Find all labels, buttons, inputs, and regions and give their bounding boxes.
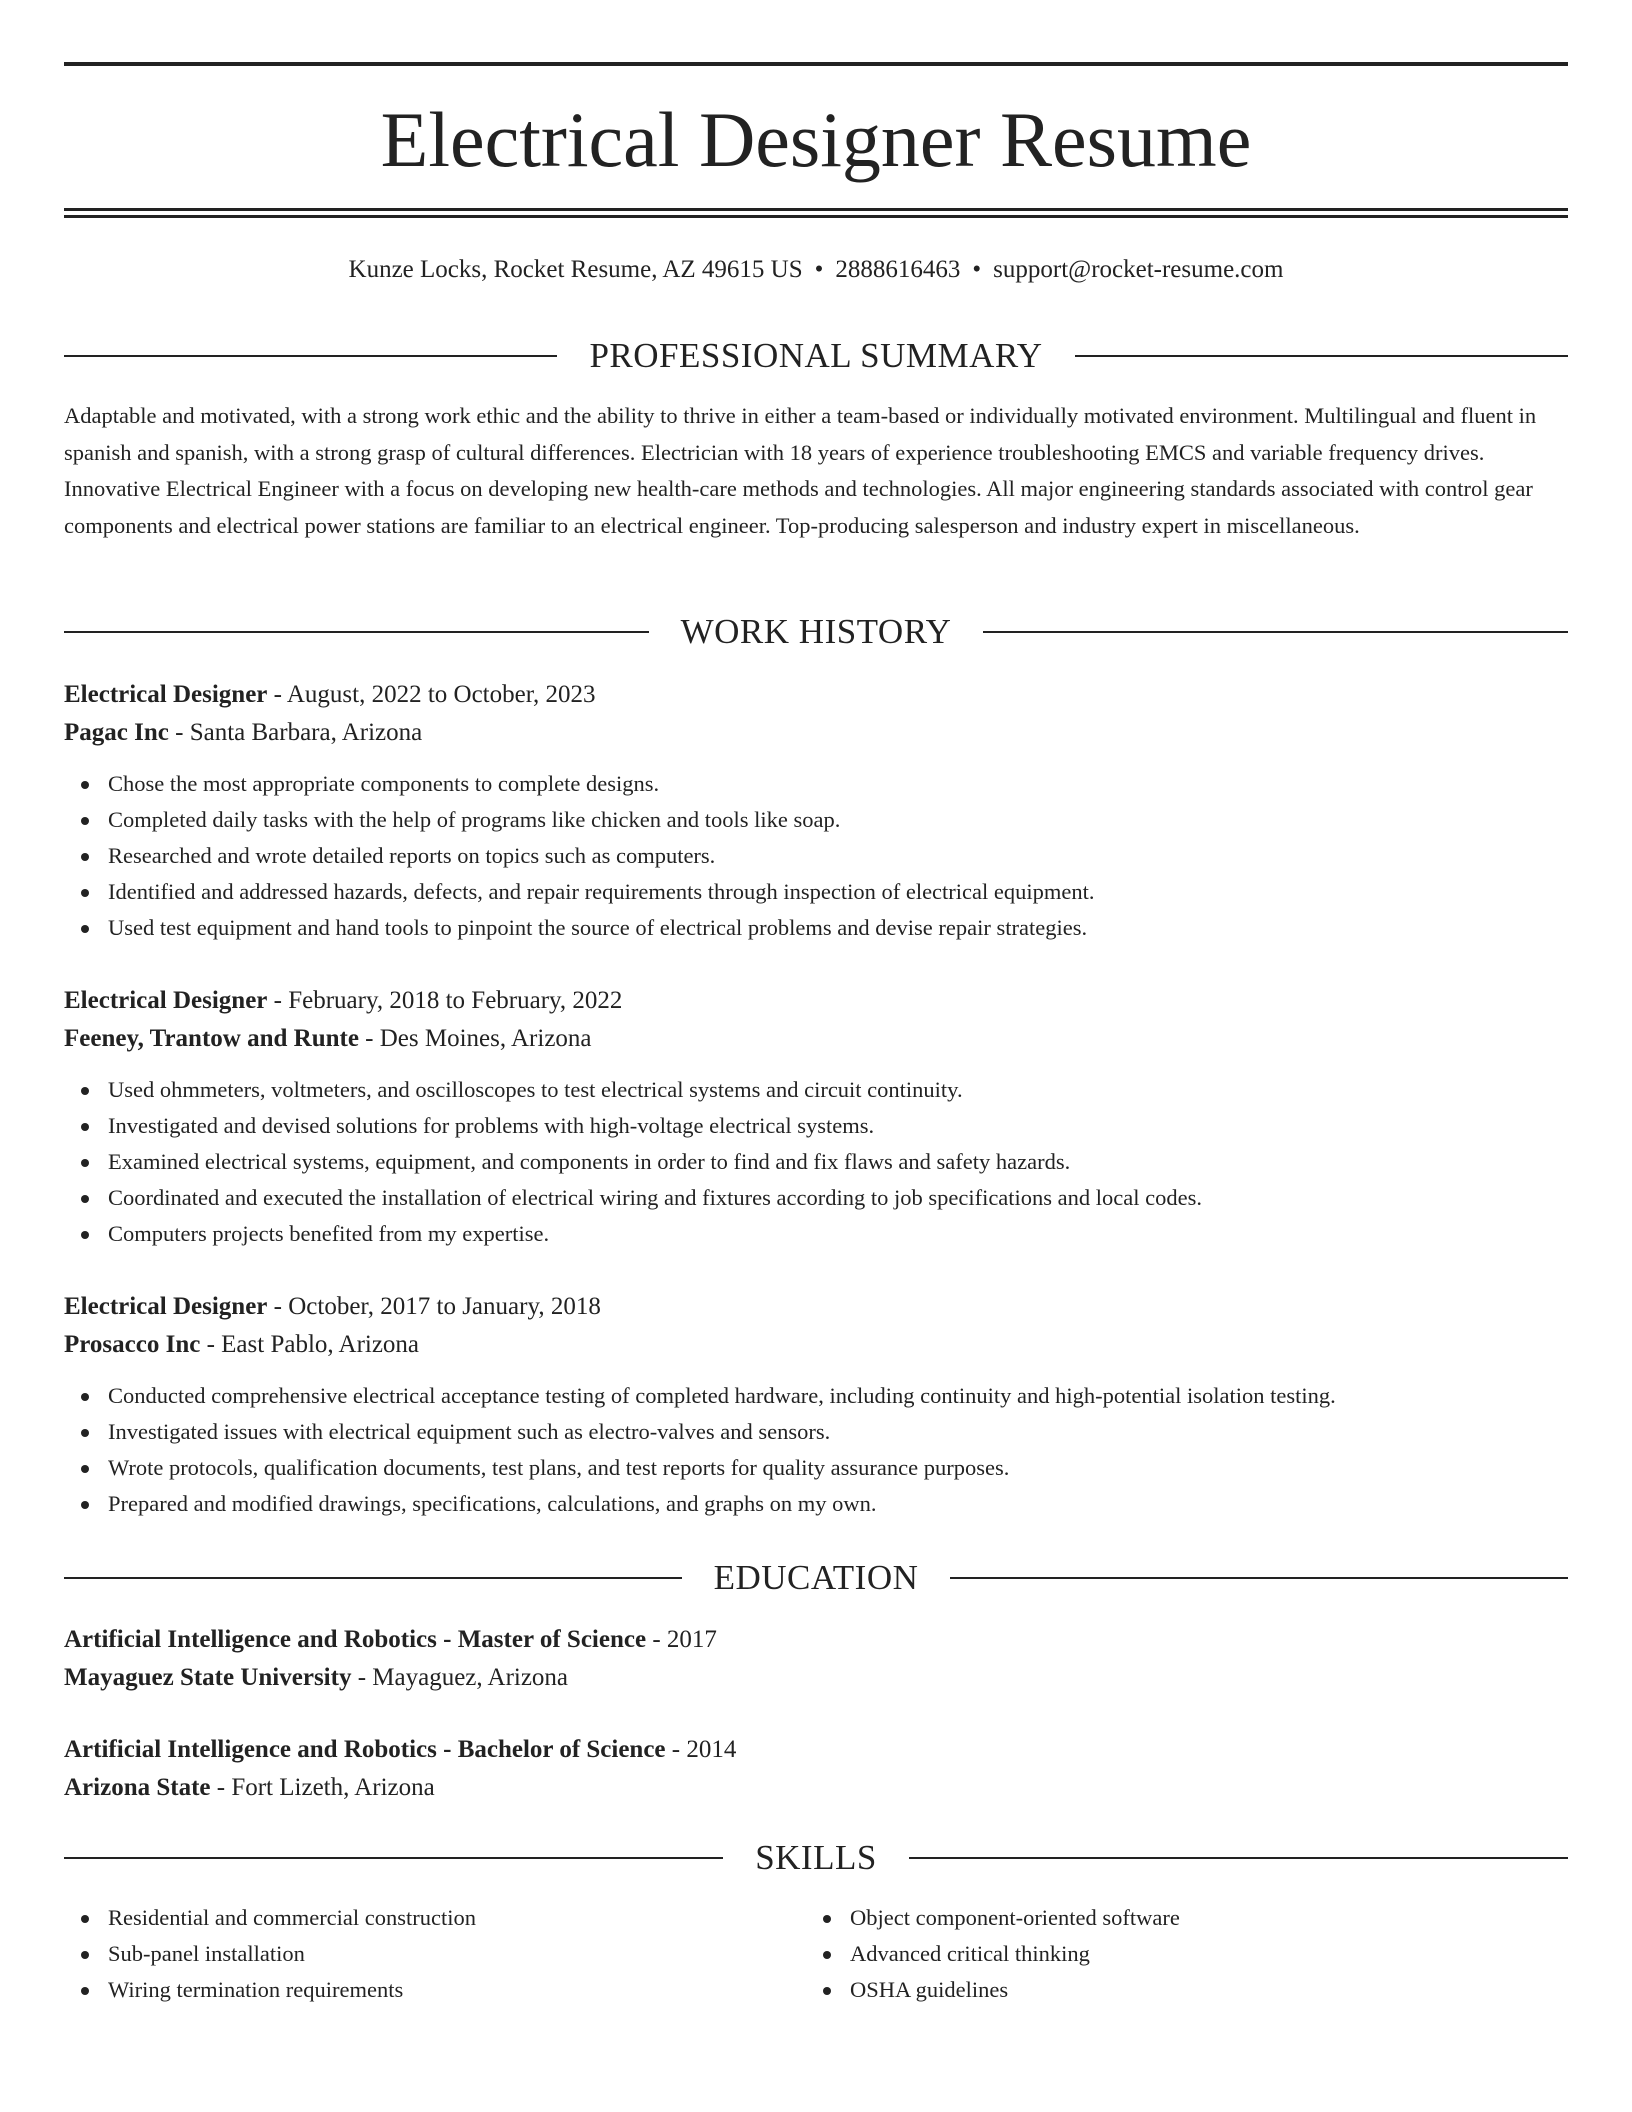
summary-heading-label: PROFESSIONAL SUMMARY: [589, 336, 1043, 375]
contact-separator: •: [972, 256, 982, 283]
degree: Artificial Intelligence and Robotics - Bachelor of Science: [64, 1736, 666, 1763]
degree-line: Artificial Intelligence and Robotics - Master of Science - 2017: [64, 1626, 717, 1653]
contact-address: Kunze Locks, Rocket Resume, AZ 49615 US: [348, 256, 803, 283]
graduation-year: 2017: [666, 1626, 717, 1653]
education-entry: [64, 1731, 1568, 1807]
heading-rule: [64, 631, 649, 633]
heading-rule: [64, 1577, 682, 1579]
job-company-line: Pagac Inc - Santa Barbara, Arizona: [64, 719, 423, 746]
job-location: Santa Barbara, Arizona: [189, 719, 423, 746]
job-company: Pagac Inc: [64, 719, 169, 746]
list-item: Chose the most appropriate components to complete designs.: [64, 766, 1568, 802]
work-section-heading: [64, 610, 1568, 654]
header-top-rule: [64, 62, 1568, 66]
education-entry: [64, 1621, 1568, 1697]
job-entry: [64, 1288, 1568, 1522]
list-item: Examined electrical systems, equipment, and components in order to find and fix flaws and safety hazards.: [64, 1144, 1568, 1180]
list-item: Conducted comprehensive electrical acceptance testing of completed hardware, including continuity and high-potential isolation testing.: [64, 1378, 1568, 1414]
education-section-heading: [64, 1556, 1568, 1600]
skills-section-heading: [64, 1836, 1568, 1880]
heading-rule: [64, 1857, 723, 1859]
header-bottom-rule: [64, 208, 1568, 218]
summary-text: Adaptable and motivated, with a strong work ethic and the ability to thrive in either a team-based or individually motivated environment. Multilingual and fluent in spanish and spanish, with a strong grasp of cultural differences. Electrician with 18 years of experience troubleshooting EMCS and variable frequency drives. Innovative Electrical Engineer with a focus on developing new health-care methods and technologies. All major engineering standards associated with control gear components and electrical power stations are familiar to an electrical engineer. Top-producing salesperson and industry expert in miscellaneous.: [64, 403, 1537, 538]
school: Mayaguez State University: [64, 1664, 352, 1691]
contact-email: support@rocket-resume.com: [993, 256, 1284, 283]
job-company: Prosacco Inc: [64, 1331, 201, 1358]
heading-rule: [64, 355, 557, 357]
job-dates: February, 2018 to February, 2022: [288, 987, 623, 1014]
list-item: Completed daily tasks with the help of programs like chicken and tools like soap.: [64, 802, 1568, 838]
list-item: Coordinated and executed the installation of electrical wiring and fixtures according to job specifications and local codes.: [64, 1180, 1568, 1216]
list-item: Prepared and modified drawings, specifications, calculations, and graphs on my own.: [64, 1486, 1568, 1522]
job-entry: [64, 982, 1568, 1252]
list-item: Residential and commercial construction: [64, 1900, 806, 1936]
contact-phone: 2888616463: [835, 256, 961, 283]
job-company-line: Feeney, Trantow and Runte - Des Moines, Arizona: [64, 1025, 592, 1052]
list-item: Used ohmmeters, voltmeters, and oscilloscopes to test electrical systems and circuit continuity.: [64, 1072, 1568, 1108]
job-company-line: Prosacco Inc - East Pablo, Arizona: [64, 1331, 420, 1358]
degree-line: Artificial Intelligence and Robotics - Bachelor of Science - 2014: [64, 1736, 737, 1763]
job-bullets: [64, 766, 1568, 946]
heading-rule: [909, 1857, 1568, 1859]
skills-list: [64, 1900, 1568, 2008]
list-item: Investigated issues with electrical equipment such as electro-valves and sensors.: [64, 1414, 1568, 1450]
job-title-line: Electrical Designer - October, 2017 to January, 2018: [64, 1293, 601, 1320]
job-entry: [64, 676, 1568, 946]
school-line: Arizona State - Fort Lizeth, Arizona: [64, 1774, 435, 1801]
job-title-line: Electrical Designer - February, 2018 to February, 2022: [64, 987, 623, 1014]
heading-rule: [950, 1577, 1568, 1579]
skills-column-right: [806, 1900, 1548, 2008]
job-dates: August, 2022 to October, 2023: [286, 681, 596, 708]
contact-line: [64, 252, 1568, 288]
page-title: Electrical Designer Resume: [380, 96, 1252, 183]
contact-separator: •: [814, 256, 824, 283]
work-heading-label: WORK HISTORY: [680, 612, 952, 651]
job-dates: October, 2017 to January, 2018: [288, 1293, 601, 1320]
list-item: Used test equipment and hand tools to pinpoint the source of electrical problems and devise repair strategies.: [64, 910, 1568, 946]
list-item: Identified and addressed hazards, defects, and repair requirements through inspection of electrical equipment.: [64, 874, 1568, 910]
list-item: Computers projects benefited from my expertise.: [64, 1216, 1568, 1252]
list-item: Researched and wrote detailed reports on topics such as computers.: [64, 838, 1568, 874]
skills-column-left: [64, 1900, 806, 2008]
job-title-line: Electrical Designer - August, 2022 to October, 2023: [64, 681, 596, 708]
job-title: Electrical Designer: [64, 681, 268, 708]
skills-bullets: [806, 1900, 1548, 2008]
heading-rule: [983, 631, 1568, 633]
school-line: Mayaguez State University - Mayaguez, Arizona: [64, 1664, 569, 1691]
degree: Artificial Intelligence and Robotics - Master of Science: [64, 1626, 647, 1653]
skills-bullets: [64, 1900, 806, 2008]
list-item: Sub-panel installation: [64, 1936, 806, 1972]
job-location: East Pablo, Arizona: [221, 1331, 420, 1358]
list-item: OSHA guidelines: [806, 1972, 1548, 2008]
list-item: Wrote protocols, qualification documents, test plans, and test reports for quality assurance purposes.: [64, 1450, 1568, 1486]
job-company: Feeney, Trantow and Runte: [64, 1025, 359, 1052]
job-title: Electrical Designer: [64, 1293, 268, 1320]
school: Arizona State: [64, 1774, 211, 1801]
education-heading-label: EDUCATION: [713, 1558, 919, 1597]
job-title: Electrical Designer: [64, 987, 268, 1014]
job-bullets: [64, 1072, 1568, 1252]
summary-section-heading: [64, 334, 1568, 378]
list-item: Investigated and devised solutions for problems with high-voltage electrical systems.: [64, 1108, 1568, 1144]
skills-heading-label: SKILLS: [755, 1838, 877, 1877]
school-location: Mayaguez, Arizona: [372, 1664, 569, 1691]
list-item: Wiring termination requirements: [64, 1972, 806, 2008]
graduation-year: 2014: [686, 1736, 737, 1763]
job-bullets: [64, 1378, 1568, 1522]
heading-rule: [1075, 355, 1568, 357]
school-location: Fort Lizeth, Arizona: [231, 1774, 435, 1801]
list-item: Advanced critical thinking: [806, 1936, 1548, 1972]
job-location: Des Moines, Arizona: [379, 1025, 592, 1052]
list-item: Object component-oriented software: [806, 1900, 1548, 1936]
